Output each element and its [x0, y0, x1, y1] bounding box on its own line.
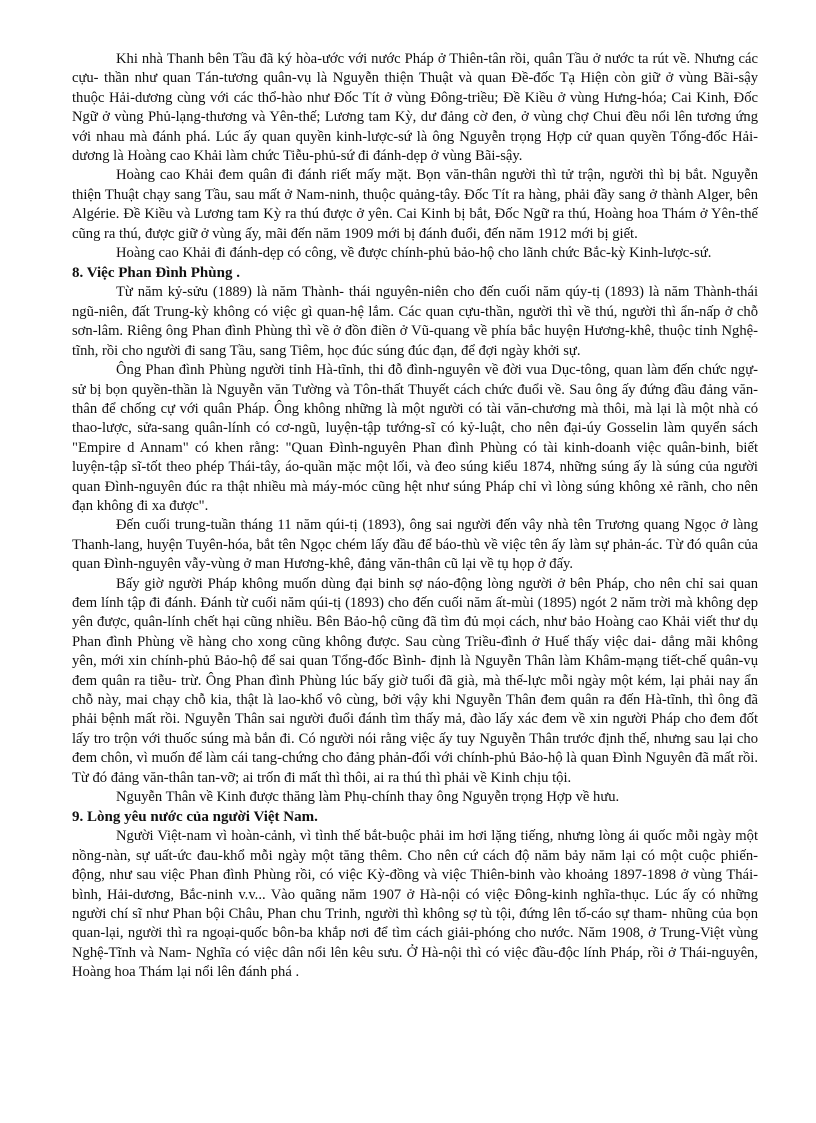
paragraph: Đến cuối trung-tuần tháng 11 năm qúi-tị (1893), ông sai người đến vây nhà tên Trương quang Ngọc ở làng Thanh-lang, huyện Tuyên-hóa, bắt tên Ngọc chém lấy đầu để báo-thù về việc tên ấy làm sự phản-ác. Từ đó quân của quan Đình-nguyên vẫy-vùng ở man Hương-khê, đảng văn-thân cũ lại về tụ họp ở đấy.	[72, 517, 758, 573]
section-heading: 9. Lòng yêu nước của người Việt Nam.	[72, 809, 318, 826]
section-heading: 8. Việc Phan Đình Phùng .	[72, 265, 240, 282]
paragraph: Bấy giờ người Pháp không muốn dùng đại binh sợ náo-động lòng người ở bên Pháp, cho nên chỉ sai quan đem lính tập đi đánh. Đánh từ cuối năm qúi-tị (1893) cho đến cuối năm ất-mùi (1895) ngót 2 năm trời mà không dẹp yên được, quân-lính chết hại cũng nhiều. Bên Bảo-hộ cũng đã tìm đủ mọi cách, như bảo Hoàng cao Khải viết thư dụ Phan đình Phùng về hàng cho xong cũng không được. Sau cùng Triều-đình ở Huế thấy việc dai- dẳng mãi không yên, mới xin chính-phủ Bảo-hộ để sai quan Tổng-đốc Bình- định là Nguyễn Thân làm Khâm-mạng tiết-chế quân-vụ đem quân ra tiễu- trừ. Ông Phan đình Phùng lúc bấy giờ tuổi đã già, mà thế-lực mỗi ngày một kém, lại phải nay ẩn chỗ này, mai chạy chỗ kia, thật là lao-khổ vô cùng, bởi vậy khi Nguyễn Thân đem quân ra đến Hà-tĩnh, thì ông đã phải bệnh mất rồi. Nguyễn Thân sai người đuổi đánh tìm thấy mả, đào lấy xác đem về xin người Pháp cho đem đốt lấy tro trộn với thuốc súng mà bắn đi. Có người nói rằng việc ấy tuy Nguyễn Thân trước định thế, nhưng sau lại cho đem chôn, vì muốn để làm cái tang-chứng cho đảng phản-đối với chính-phủ Bảo-hộ là quan Đình Nguyên đã mất rồi. Từ đó đảng văn-thân tan-vỡ; ai trốn đi mất thì thôi, ai ra thú thì phải về Kinh chịu tội.	[72, 575, 758, 786]
paragraph: Hoàng cao Khải đi đánh-dẹp có công, về được chính-phủ bảo-hộ cho lãnh chức Bắc-kỳ Kinh-lược-sứ.	[116, 245, 712, 262]
paragraph: Ông Phan đình Phùng người tỉnh Hà-tĩnh, thi đỗ đình-nguyên về đời vua Dục-tông, quan làm đến chức ngự-sử bị bọn quyền-thần là Nguyễn văn Tường và Tôn-thất Thuyết cách chức đuổi về. Sau ông ấy đứng đầu đảng văn-thân để chống cự với quân Pháp. Ông không những là một người có tài văn-chương mà thôi, mà lại là một nhà có thao-lược, sửa-sang quân-lính có cơ-ngũ, luyện-tập tướng-sĩ có kỷ-luật, cho nên đại-úy Gosselin làm quyển sách "Empire d Annam" có khen rằng: "Quan Đình-nguyên Phan đình Phùng có tài kinh-doanh việc quân-binh, biết luyện-tập sĩ-tốt theo phép Thái-tây, áo-quần mặc một lối, và đeo súng kiểu 1874, những súng ấy là súng của người quan Đình-nguyên đúc ra thật nhiều mà máy-móc cũng hệt như súng Pháp chỉ vì lòng súng không xẻ rãnh, cho nên đạn không đi xa được".	[72, 362, 758, 514]
paragraph: Khi nhà Thanh bên Tầu đã ký hòa-ước với nước Pháp ở Thiên-tân rồi, quân Tầu ở nước ta rút về. Nhưng các cựu- thần như quan Tán-tương quân-vụ là Nguyễn thiện Thuật và quan Đề-đốc Tạ Hiện còn giữ ở vùng Bãi-sậy thuộc Hải-dương cùng với các thổ-hào như Đốc Tít ở vùng Đông-triều; Đề Kiều ở vùng Hưng-hóa; Cai Kinh, Đốc Ngữ ở vùng Phủ-lạng-thương và Yên-thế; Lương tam Kỳ, dư đảng cờ đen, ở vùng chợ Chui đều nổi lên tương ứng với nhau mà đánh phá. Lúc ấy quan quyền kinh-lược-sứ là ông Nguyễn trọng Hợp cử quan quyền Tổng-đốc Hải-dương là Hoàng cao Khải làm chức Tiễu-phủ-sứ đi đánh-dẹp ở vùng Bãi-sậy.	[72, 51, 758, 165]
paragraph: Nguyễn Thân về Kinh được thăng làm Phụ-chính thay ông Nguyễn trọng Hợp về hưu.	[116, 789, 620, 806]
paragraph: Người Việt-nam vì hoàn-cảnh, vì tình thế bắt-buộc phải im hơi lặng tiếng, nhưng lòng ái quốc mỗi ngày một nồng-nàn, sự uất-ức đau-khổ mỗi ngày một tăng thêm. Cho nên cứ cách độ năm bảy năm lại có một cuộc phiến-động, như sau việc Phan đình Phùng rồi, có việc Kỳ-đồng và việc Thiên-binh vào khoảng 1897-1898 ở vùng Thái-bình, Hải-dương, Bắc-ninh v.v... Vào quãng năm 1907 ở Hà-nội có việc Đông-kinh nghĩa-thục. Lúc ấy có những người chí sĩ như Phan bội Châu, Phan chu Trinh, người thì không sợ tù tội, đứng lên tố-cáo sự tham- nhũng của bọn quan-lại, người thì ra ngoại-quốc bôn-ba khắp nơi để tìm cách giải-phóng cho nước. Năm 1908, ở Trung-Việt vùng Nghệ-Tĩnh và Nam- Nghĩa có việc dân nổi lên kêu sưu. Ở Hà-nội thì có việc đầu-độc lính Pháp, rồi ở Thái-nguyên, Hoàng hoa Thám lại nổi lên đánh phá .	[72, 828, 758, 981]
paragraph: Hoàng cao Khải đem quân đi đánh riết mấy mặt. Bọn văn-thân người thì tử trận, người thì bị bắt. Nguyễn thiện Thuật chạy sang Tầu, sau mất ở Nam-ninh, thuộc quảng-tây. Đốc Tít ra hàng, phải đầy sang ở thành Alger, bên Algérie. Đề Kiều và Lương tam Kỳ ra thú được ở yên. Cai Kinh bị bắt, Đốc Ngữ ra thú, Hoàng hoa Thám ở Yên-thế cũng ra thú, được giữ ở vùng ấy, mãi đến năm 1909 mới bị đánh đuổi, đến năm 1912 mới bị giết.	[72, 167, 758, 242]
paragraph: Từ năm kỷ-sửu (1889) là năm Thành- thái nguyên-niên cho đến cuối năm qúy-tị (1893) là năm Thành-thái ngũ-niên, đất Trung-kỳ không có việc gì quan-hệ lắm. Các quan cựu-thần, người thì về thú, người thì ẩn-nấp ở chỗ sơn-lâm. Riêng ông Phan đình Phùng thì về ở đồn điền ở Vũ-quang về phía bắc huyện Hương-khê, thuộc tỉnh Nghệ-tĩnh, rồi cho người đi sang Tầu, sang Tiêm, học đúc súng đúc đạn, để đợi ngày khởi sự.	[72, 284, 758, 359]
